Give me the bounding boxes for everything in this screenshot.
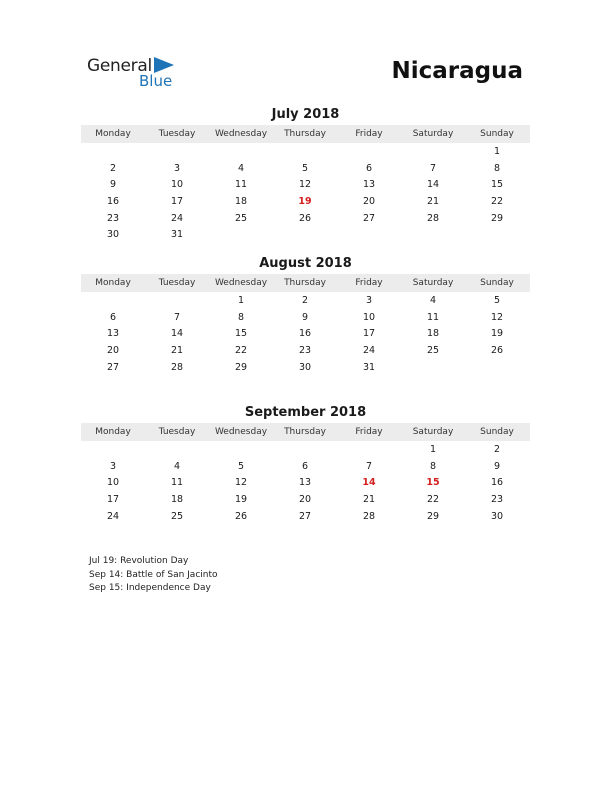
weekday-sunday: Sunday: [480, 278, 514, 288]
holiday-item: Sep 14: Battle of San Jacinto: [89, 569, 218, 580]
day-cell: 30: [490, 510, 504, 522]
day-cell: 17: [106, 494, 120, 506]
day-cell: 24: [106, 510, 120, 522]
day-cell: 8: [429, 460, 437, 472]
day-cell: 8: [493, 162, 501, 174]
day-cell: 12: [298, 179, 312, 191]
weekday-tuesday: Tuesday: [158, 427, 196, 437]
day-cell: 13: [362, 179, 376, 191]
empty-day-cell: [81, 442, 145, 459]
general-blue-logo: [87, 56, 187, 92]
empty-day-cell: [145, 293, 209, 310]
weekday-sunday: Sunday: [480, 427, 514, 437]
day-cell: 18: [234, 196, 248, 208]
weekday-wednesday: Wednesday: [214, 129, 268, 139]
day-cell: 23: [106, 212, 120, 224]
day-cell: 2: [493, 444, 501, 455]
day-cell: 23: [298, 345, 312, 357]
day-cell: 3: [109, 460, 117, 472]
weekday-tuesday: Tuesday: [158, 129, 196, 139]
day-cell: 29: [426, 510, 440, 522]
day-cell: 19: [490, 328, 504, 340]
day-cell: 21: [426, 196, 440, 208]
weekday-friday: Friday: [355, 427, 383, 437]
empty-day-cell: [209, 144, 273, 161]
day-cell: 4: [429, 295, 437, 306]
day-cell: 6: [109, 311, 117, 323]
month-title: July 2018: [271, 107, 340, 122]
weekday-header-row: [81, 125, 530, 143]
day-cell: 9: [109, 179, 117, 191]
day-cell: 29: [490, 212, 504, 224]
day-cell: 25: [426, 345, 440, 357]
day-cell: 22: [426, 494, 440, 506]
logo-triangle-icon: [154, 57, 174, 73]
day-cell: 18: [170, 494, 184, 506]
day-cell: 7: [173, 311, 181, 323]
day-cell: 5: [301, 162, 309, 174]
empty-day-cell: [145, 144, 209, 161]
weekday-monday: Monday: [95, 129, 131, 139]
day-cell: 11: [234, 179, 248, 191]
weekday-monday: Monday: [95, 278, 131, 288]
weekday-wednesday: Wednesday: [214, 278, 268, 288]
day-cell: 30: [106, 229, 120, 241]
month-july: [81, 107, 530, 244]
weekday-saturday: Saturday: [412, 278, 454, 288]
day-cell: 3: [173, 162, 181, 174]
day-cell: 26: [490, 345, 504, 357]
day-cell: 21: [362, 494, 376, 506]
day-cell: 19: [234, 494, 248, 506]
day-cell: 13: [106, 328, 120, 340]
weekday-header-row: [81, 274, 530, 292]
day-cell: 11: [426, 311, 440, 323]
day-cell: 21: [170, 345, 184, 357]
weekday-saturday: Saturday: [412, 129, 454, 139]
day-cell: 10: [106, 477, 120, 489]
month-title: September 2018: [244, 405, 367, 420]
day-cell: 7: [365, 460, 373, 472]
month-august: [81, 256, 530, 376]
day-cell: 11: [170, 477, 184, 489]
day-cell: 8: [237, 311, 245, 323]
day-cell: 28: [426, 212, 440, 224]
weekday-friday: Friday: [355, 278, 383, 288]
day-cell: 16: [490, 477, 504, 489]
month-september: [81, 405, 530, 525]
day-cell: 22: [490, 196, 504, 208]
day-cell: 12: [234, 477, 248, 489]
day-cell: 28: [362, 510, 376, 522]
day-cell: 22: [234, 345, 248, 357]
day-cell: 10: [362, 311, 376, 323]
day-cell: 4: [237, 162, 245, 174]
empty-day-cell: [209, 442, 273, 459]
day-cell: 1: [237, 295, 245, 306]
day-cell: 1: [493, 146, 501, 157]
weekday-friday: Friday: [355, 129, 383, 139]
country-title: Nicaragua: [391, 58, 523, 84]
day-cell: 24: [170, 212, 184, 224]
day-cell: 24: [362, 345, 376, 357]
empty-day-cell: [273, 442, 337, 459]
weekday-thursday: Thursday: [284, 427, 326, 437]
day-cell: 5: [493, 295, 501, 306]
empty-day-cell: [145, 442, 209, 459]
empty-day-cell: [337, 144, 401, 161]
day-cell: 15: [490, 179, 504, 191]
day-cell: 20: [362, 196, 376, 208]
day-cell: 3: [365, 295, 373, 306]
day-cell: 6: [301, 460, 309, 472]
day-cell: 9: [493, 460, 501, 472]
holiday-day-cell: 19: [298, 196, 312, 208]
weekday-saturday: Saturday: [412, 427, 454, 437]
day-cell: 29: [234, 361, 248, 373]
day-cell: 31: [170, 229, 184, 241]
day-cell: 27: [362, 212, 376, 224]
day-cell: 14: [426, 179, 440, 191]
day-cell: 31: [362, 361, 376, 373]
weekday-tuesday: Tuesday: [158, 278, 196, 288]
day-cell: 20: [298, 494, 312, 506]
day-cell: 5: [237, 460, 245, 472]
weekday-header-row: [81, 423, 530, 441]
weekday-monday: Monday: [95, 427, 131, 437]
logo-blue-text: Blue: [139, 72, 173, 90]
day-cell: 9: [301, 311, 309, 323]
day-cell: 10: [170, 179, 184, 191]
days-grid: [81, 442, 530, 525]
empty-day-cell: [81, 293, 145, 310]
day-cell: 23: [490, 494, 504, 506]
weekday-sunday: Sunday: [480, 129, 514, 139]
holiday-day-cell: 15: [426, 477, 440, 489]
empty-day-cell: [273, 144, 337, 161]
days-grid: [81, 144, 530, 244]
weekday-thursday: Thursday: [284, 129, 326, 139]
empty-day-cell: [337, 442, 401, 459]
day-cell: 16: [106, 196, 120, 208]
day-cell: 26: [234, 510, 248, 522]
empty-day-cell: [401, 144, 465, 161]
logo-general-text: General: [87, 56, 152, 76]
day-cell: 17: [170, 196, 184, 208]
holiday-day-cell: 14: [362, 477, 376, 489]
day-cell: 27: [106, 361, 120, 373]
month-title: August 2018: [259, 256, 352, 271]
day-cell: 18: [426, 328, 440, 340]
days-grid: [81, 293, 530, 376]
day-cell: 7: [429, 162, 437, 174]
day-cell: 2: [109, 162, 117, 174]
day-cell: 4: [173, 460, 181, 472]
weekday-wednesday: Wednesday: [214, 427, 268, 437]
day-cell: 20: [106, 345, 120, 357]
empty-day-cell: [81, 144, 145, 161]
holiday-item: Jul 19: Revolution Day: [89, 556, 189, 566]
day-cell: 15: [234, 328, 248, 340]
day-cell: 6: [365, 162, 373, 174]
weekday-thursday: Thursday: [284, 278, 326, 288]
day-cell: 12: [490, 311, 504, 323]
day-cell: 25: [170, 510, 184, 522]
day-cell: 1: [429, 444, 437, 455]
day-cell: 17: [362, 328, 376, 340]
day-cell: 14: [170, 328, 184, 340]
day-cell: 27: [298, 510, 312, 522]
day-cell: 30: [298, 361, 312, 373]
holiday-item: Sep 15: Independence Day: [89, 583, 211, 593]
day-cell: 26: [298, 212, 312, 224]
holiday-list: [89, 555, 218, 596]
day-cell: 13: [298, 477, 312, 489]
day-cell: 28: [170, 361, 184, 373]
day-cell: 25: [234, 212, 248, 224]
day-cell: 2: [301, 295, 309, 306]
day-cell: 16: [298, 328, 312, 340]
